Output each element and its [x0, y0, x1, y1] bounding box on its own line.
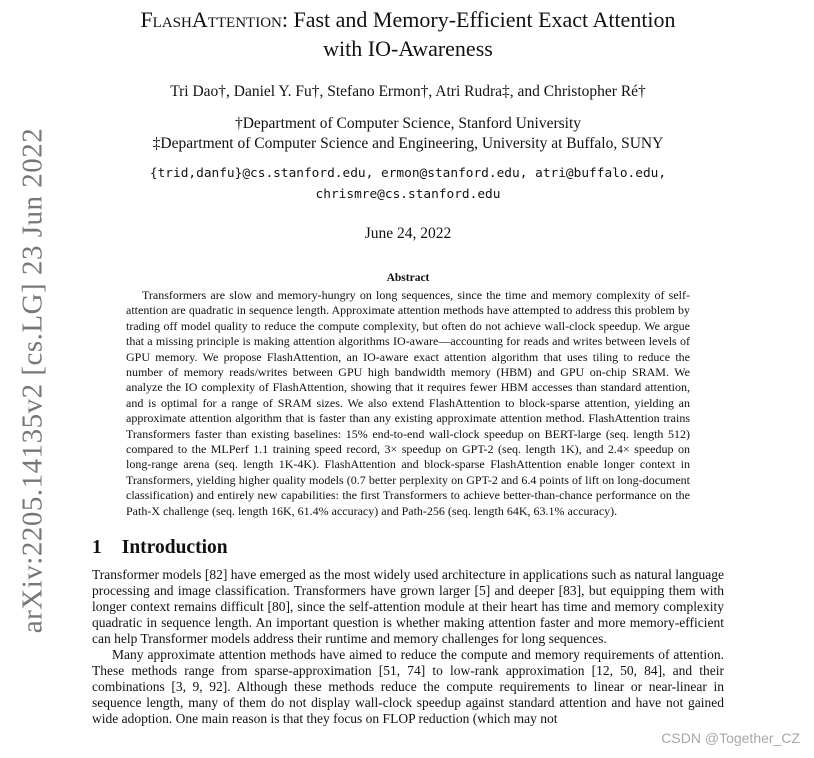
publication-date: June 24, 2022 — [364, 225, 452, 242]
title-line2: with IO-Awareness — [323, 36, 493, 61]
author-emails — [92, 163, 724, 205]
email-line: {trid,danfu}@cs.stanford.edu, ermon@stanford.edu, atri@buffalo.edu, — [149, 166, 667, 181]
watermark: CSDN @Together_CZ — [661, 730, 800, 746]
paper-page — [92, 0, 724, 727]
body-paragraph: Many approximate attention methods have aimed to reduce the compute and memory requirements of attention. These methods range from sparse-approximation [51, 74] to low-rank approximation [12, 50, 84], and their combinations [3, 9, 92]. Although these methods reduce the compute requirements to linear or near-linear in sequence length, many of them do not display wall-clock speedup against standard attention and have not gained wide adoption. One main reason is that they focus on FLOP reduction (which may not — [92, 647, 724, 727]
section-title: Introduction — [121, 537, 228, 559]
paper-title — [92, 5, 724, 63]
email-line: chrismre@cs.stanford.edu — [315, 187, 501, 202]
author-list: Tri Dao†, Daniel Y. Fu†, Stefano Ermon†, Atri Rudra‡, and Christopher Ré† — [170, 83, 646, 100]
arxiv-sidebar-stamp — [10, 127, 56, 633]
affiliation-stanford: †Department of Computer Science, Stanford University — [234, 115, 582, 132]
title-line1-rest: : Fast and Memory-Efficient Exact Attention — [281, 7, 676, 32]
affiliation-buffalo: ‡Department of Computer Science and Engineering, University at Buffalo, SUNY — [152, 135, 664, 152]
arxiv-identifier: arXiv:2205.14135v2 [cs.LG] 23 Jun 2022 — [16, 127, 49, 633]
affiliations — [92, 114, 724, 154]
title-method-name: FlashAttention — [140, 7, 282, 32]
section-heading — [92, 537, 724, 559]
abstract-text: Transformers are slow and memory-hungry on long sequences, since the time and memory complexity of self-attention are quadratic in sequence length. Approximate attention methods have attempted to address this problem by trading off model quality to reduce the compute complexity, but often do not achieve wall-clock speedup. We argue that a missing principle is making attention algorithms IO-aware—accounting for reads and writes between levels of GPU memory. We propose FlashAttention, an IO-aware exact attention algorithm that uses tiling to reduce the number of memory reads/writes between GPU high bandwidth memory (HBM) and GPU on-chip SRAM. We analyze the IO complexity of FlashAttention, showing that it requires fewer HBM accesses than standard attention, and is optimal for a range of SRAM sizes. We also extend FlashAttention to block-sparse attention, yielding an approximate attention algorithm that is faster than any existing approximate attention method. FlashAttention trains Transformers faster than existing baselines: 15% end-to-end wall-clock speedup on BERT-large (seq. length 512) compared to the MLPerf 1.1 training speed record, 3× speedup on GPT-2 (seq. length 1K), and 2.4× speedup on long-range arena (seq. length 1K-4K). FlashAttention and block-sparse FlashAttention enable longer context in Transformers, yielding higher quality models (0.7 better perplexity on GPT-2 and 6.4 points of lift on long-document classification) and entirely new capabilities: the first Transformers to achieve better-than-chance performance on the Path-X challenge (seq. length 16K, 61.4% accuracy) and Path-256 (seq. length 64K, 63.1% accuracy). — [126, 288, 690, 518]
body-paragraph: Transformer models [82] have emerged as the most widely used architecture in applications such as natural language processing and image classification. Transformers have grown larger [5] and deeper [83], but equipping them with longer context remains difficult [80], since the self-attention module at their heart has time and memory complexity quadratic in sequence length. An important question is whether making attention faster and more memory-efficient can help Transformer models address their runtime and memory challenges for long sequences. — [92, 567, 724, 647]
abstract-heading: Abstract — [386, 272, 430, 284]
section-number: 1 — [92, 537, 102, 559]
